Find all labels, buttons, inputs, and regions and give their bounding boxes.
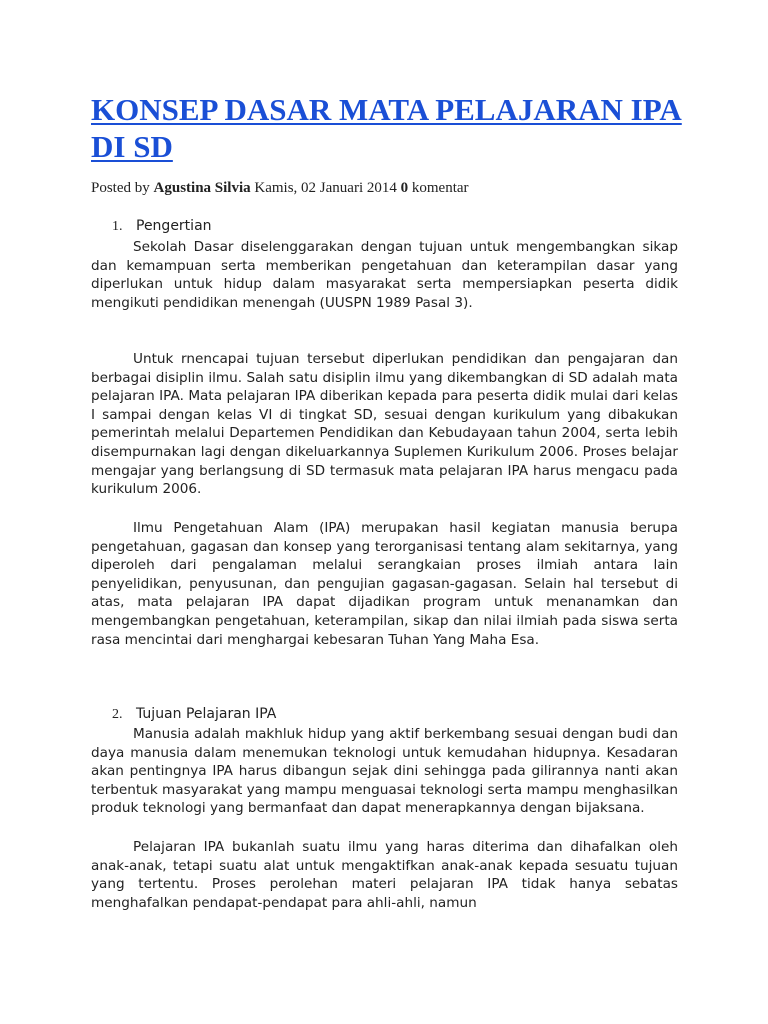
post-date: Kamis, 02 Januari 2014 [254, 180, 397, 196]
section-title: Pengertian [136, 218, 212, 234]
comment-count[interactable]: 0 [400, 180, 409, 196]
section-heading-pengertian [112, 218, 212, 235]
paragraph: Untuk rnencapai tujuan tersebut diperlukan pendidikan dan pengajaran dan berbagai disiplin ilmu. Salah satu disiplin ilmu yang dikembangkan di SD adalah mata pelajaran IPA. Mata pelajaran IPA diberikan kepada para peserta didik mulai dari kelas I sampai dengan kelas VI di tingkat SD, sesuai dengan kurikulum yang dibakukan pemerintah melalui Departemen Pendidikan dan Kebudayaan tahun 2004, serta lebih disempurnakan lagi dengan dikeluarkannya Suplemen Kurikulum 2006. Proses belajar mengajar yang berlangsung di SD termasuk mata pelajaran IPA harus mengacu pada kurikulum 2006. [91, 351, 678, 498]
paragraph: Ilmu Pengetahuan Alam (IPA) merupakan hasil kegiatan manusia berupa pengetahuan, gagasan dan konsep yang terorganisasi tentang alam sekitarnya, yang diperoleh dari pengalaman melalui serangkaian proses ilmiah antara lain penyelidikan, penyusunan, dan pengujian gagasan-gagasan. Selain hal tersebut di atas, mata pelajaran IPA dapat dijadikan program untuk menanamkan dan mengembangkan pengetahuan, keterampilan, sikap dan nilai ilmiah pada siswa serta rasa mencintai dari menghargai kebesaran Tuhan Yang Maha Esa. [91, 520, 678, 648]
section-number: 1. [112, 219, 123, 234]
author-name[interactable]: Agustina Silvia [153, 180, 251, 196]
paragraph: Pelajaran IPA bukanlah suatu ilmu yang haras diterima dan dihafalkan oleh anak-anak, tetapi suatu alat untuk mengaktifkan anak-anak kepada sesuatu tujuan yang tertentu. Proses perolehan materi pelajaran IPA tidak hanya sebatas menghafalkan pendapat-pendapat para ahli-ahli, namun [91, 839, 678, 911]
comment-label[interactable]: komentar [411, 180, 469, 196]
article-title[interactable]: KONSEP DASAR MATA PELAJARAN IPA DI SD [91, 92, 682, 164]
post-meta [91, 180, 469, 197]
section-number: 2. [112, 707, 123, 722]
section-title: Tujuan Pelajaran IPA [136, 706, 277, 722]
paragraph: Sekolah Dasar diselenggarakan dengan tujuan untuk mengembangkan sikap dan kemampuan serta memberikan pengetahuan dan keterampilan dasar yang diperlukan untuk hidup dalam masyarakat serta mempersiapkan peserta didik mengikuti pendidikan menengah (UUSPN 1989 Pasal 3). [91, 239, 678, 311]
section-heading-tujuan [112, 706, 276, 723]
posted-by-label: Posted by [91, 180, 150, 196]
paragraph: Manusia adalah makhluk hidup yang aktif berkembang sesuai dengan budi dan daya manusia dalam menemukan teknologi untuk kemudahan hidupnya. Kesadaran akan pentingnya IPA harus dibangun sejak dini sehingga pada gilirannya nanti akan terbentuk masyarakat yang mampu menguasai teknologi serta mampu menghasilkan produk teknologi yang bermanfaat dan dapat menerapkannya dengan bijaksana. [91, 726, 678, 817]
